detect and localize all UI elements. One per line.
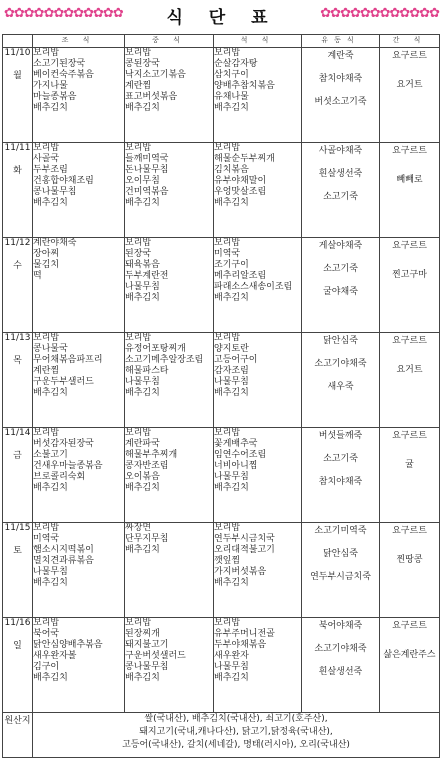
menu-item: 나물무침: [125, 282, 160, 292]
menu-item: 보리밥: [125, 428, 152, 438]
menu-item: 조기구이: [214, 260, 249, 270]
day-date: 11/13: [4, 333, 31, 343]
column-header-row: [3, 35, 440, 48]
menu-item: 가지버섯볶음: [214, 567, 267, 577]
day-row: [3, 618, 440, 713]
menu-item: 나물무침: [214, 662, 249, 672]
menu-item: 메추리알조림: [214, 271, 267, 281]
menu-item: 배추김치: [214, 198, 249, 208]
menu-item: 건새우마늘종볶음: [33, 461, 103, 471]
snack-item: 요구르트: [392, 621, 427, 631]
menu-item: 들깨미역국: [125, 154, 169, 164]
day-date: 11/11: [4, 143, 31, 153]
menu-item: 멸치견과류볶음: [33, 556, 94, 566]
snack-item: 요구르트: [392, 241, 427, 251]
menu-item: 구운두부샐러드: [33, 377, 94, 387]
menu-item: 임연수어조림: [214, 450, 267, 460]
liquid-diet-item: 소고기죽: [323, 264, 358, 274]
menu-item: 오이무침: [125, 176, 160, 186]
menu-item: 돼육볶음: [125, 260, 160, 270]
menu-item: 유정어포탕찌개: [125, 344, 186, 354]
menu-item: 보리밥: [125, 238, 152, 248]
day-weekday: 목: [13, 356, 22, 366]
menu-item: 배추김치: [33, 483, 68, 493]
menu-item: 김구이: [33, 662, 60, 672]
menu-item: 짜장면: [125, 523, 152, 533]
menu-item: 배추김치: [125, 673, 160, 683]
menu-item: 해물파스타: [125, 366, 169, 376]
menu-item: 브로콜리숙회: [33, 472, 86, 482]
column-header-lunch: 중 식: [125, 35, 214, 48]
liquid-diet-item: 닭안심죽: [323, 336, 358, 346]
menu-item: 유부주머니전골: [214, 629, 275, 639]
menu-item: 버섯감자된장국: [33, 439, 94, 449]
menu-item: 소불고기: [33, 450, 68, 460]
snack-item: 요구르트: [392, 146, 427, 156]
liquid-diet-cell: [302, 523, 380, 618]
menu-item: 배추김치: [33, 388, 68, 398]
day-date: 11/16: [4, 618, 31, 628]
menu-item: 유채나물: [214, 92, 249, 102]
day-row: [3, 428, 440, 523]
snack-item: 요구르트: [392, 336, 427, 346]
menu-item: 보리밥: [33, 48, 60, 58]
day-weekday: 수: [13, 261, 22, 271]
liquid-diet-cell: [302, 428, 380, 523]
menu-item: 떡: [33, 271, 42, 281]
menu-item: 양지토란: [214, 344, 249, 354]
snack-item: 요거트: [396, 80, 423, 90]
day-date: 11/12: [4, 238, 31, 248]
menu-item: 나물무침: [125, 377, 160, 387]
menu-item: 보리밥: [33, 143, 60, 153]
menu-item: 콩나물무침: [33, 187, 77, 197]
menu-item: 베이컨숙주볶음: [33, 70, 94, 80]
menu-item: 계란찜: [33, 366, 60, 376]
menu-item: 배추김치: [214, 103, 249, 113]
liquid-diet-item: 소고기야채죽: [314, 644, 367, 654]
menu-item: 닭안심양배추볶음: [33, 640, 103, 650]
menu-item: 콩나물무침: [125, 662, 169, 672]
menu-item: 파래소스새송이조림: [214, 282, 293, 292]
liquid-diet-item: 새우죽: [327, 382, 354, 392]
menu-item: 구운버섯샐러드: [125, 651, 186, 661]
menu-item: 두부계란전: [125, 271, 169, 281]
liquid-diet-item: 소고기죽: [323, 192, 358, 202]
liquid-diet-cell: [302, 238, 380, 333]
menu-item: 배추김치: [214, 673, 249, 683]
menu-item: 순살감자탕: [214, 59, 258, 69]
day-weekday: 금: [13, 451, 22, 461]
dinner-cell: [214, 238, 302, 333]
menu-item: 보리밥: [33, 333, 60, 343]
column-header-dinner: 석 식: [214, 35, 302, 48]
lunch-cell: [125, 333, 214, 428]
menu-item: 물김치: [33, 260, 60, 270]
liquid-diet-item: 계란죽: [327, 51, 354, 61]
menu-item: 북어국: [33, 629, 60, 639]
dinner-cell: [214, 143, 302, 238]
liquid-diet-item: 연두부시금치죽: [310, 572, 371, 582]
snack-item: 요거트: [396, 365, 423, 375]
menu-item: 배추김치: [125, 483, 160, 493]
date-cell: [3, 428, 33, 523]
day-row: [3, 48, 440, 143]
dinner-cell: [214, 48, 302, 143]
menu-item: 너비아니찜: [214, 461, 258, 471]
menu-item: 단무지무침: [125, 534, 169, 544]
menu-item: 소고기된장국: [33, 59, 86, 69]
liquid-diet-item: 참치야채죽: [318, 477, 363, 487]
breakfast-cell: [33, 143, 125, 238]
menu-item: 햄소시지떡볶이: [33, 545, 94, 555]
snack-item: 찐고구마: [392, 270, 427, 280]
snack-item: 빼빼로: [396, 175, 423, 185]
menu-item: 유부야채말이: [214, 176, 267, 186]
lunch-cell: [125, 618, 214, 713]
date-cell: [3, 143, 33, 238]
menu-item: 두부조림: [33, 165, 68, 175]
origin-info: [33, 713, 440, 758]
day-row: [3, 523, 440, 618]
date-column-header: [3, 35, 33, 48]
dinner-cell: [214, 618, 302, 713]
menu-item: 꽃게배추국: [214, 439, 258, 449]
origin-line: 고등어(국내산), 갈치(세네갈), 명태(러시아), 오리(국내산): [122, 740, 350, 750]
origin-line: 쌀(국내산), 배추김치(국내산), 쇠고기(호주산),: [144, 714, 328, 724]
date-cell: [3, 618, 33, 713]
liquid-diet-item: 소고기미역죽: [314, 526, 367, 536]
lunch-cell: [125, 428, 214, 523]
liquid-diet-item: 흰살생선죽: [318, 169, 363, 179]
liquid-diet-cell: [302, 143, 380, 238]
menu-item: 보리밥: [125, 143, 152, 153]
menu-header: [0, 0, 443, 34]
snack-cell: [380, 238, 440, 333]
weekly-menu-table: [2, 34, 440, 758]
snack-item: 요구르트: [392, 431, 427, 441]
menu-item: 건미역볶음: [125, 187, 169, 197]
day-row: [3, 333, 440, 428]
menu-item: 두부야채볶음: [214, 640, 267, 650]
menu-item: 배추김치: [33, 578, 68, 588]
day-date: 11/10: [4, 48, 31, 58]
breakfast-cell: [33, 333, 125, 428]
menu-item: 배추김치: [214, 388, 249, 398]
menu-item: 나물무침: [214, 377, 249, 387]
menu-item: 김치볶음: [214, 165, 249, 175]
menu-item: 보리밥: [214, 333, 241, 343]
menu-item: 보리밥: [125, 48, 152, 58]
origin-line: 돼지고기(국내,캐나다산), 닭고기,닭정육(국내산),: [139, 727, 333, 737]
menu-item: 배추김치: [125, 388, 160, 398]
menu-item: 콩자반조림: [125, 461, 169, 471]
menu-item: 우엉맛살조림: [214, 187, 267, 197]
menu-item: 무어채볶음파프리: [33, 355, 103, 365]
snack-cell: [380, 48, 440, 143]
liquid-diet-item: 닭안심죽: [323, 549, 358, 559]
day-weekday: 일: [13, 641, 22, 651]
menu-item: 배추김치: [125, 103, 160, 113]
lunch-cell: [125, 238, 214, 333]
menu-item: 배추김치: [214, 293, 249, 303]
snack-cell: [380, 143, 440, 238]
menu-title: 식 단 표: [166, 8, 278, 28]
menu-item: 소고기메추알장조림: [125, 355, 204, 365]
menu-item: 보리밥: [125, 333, 152, 343]
menu-item: 콩된장국: [125, 59, 160, 69]
menu-item: 마늘종볶음: [33, 92, 77, 102]
menu-item: 나물무침: [214, 472, 249, 482]
menu-item: 새우완자: [214, 651, 249, 661]
liquid-diet-item: 참치야채죽: [318, 74, 363, 84]
menu-item: 배추김치: [33, 198, 68, 208]
menu-item: 해물순두부찌개: [214, 154, 275, 164]
origin-row: [3, 713, 440, 758]
menu-item: 오리대젹불고기: [214, 545, 275, 555]
menu-item: 가지나물: [33, 81, 68, 91]
dinner-cell: [214, 333, 302, 428]
breakfast-cell: [33, 428, 125, 523]
menu-item: 된장찌개: [125, 629, 160, 639]
date-cell: [3, 238, 33, 333]
menu-item: 양배추참치볶음: [214, 81, 275, 91]
liquid-diet-item: 버섯소고기죽: [314, 97, 367, 107]
snack-cell: [380, 618, 440, 713]
snack-item: 삶은계란주스: [383, 650, 436, 660]
menu-item: 감자조림: [214, 366, 249, 376]
liquid-diet-item: 소고기죽: [323, 454, 358, 464]
snack-cell: [380, 428, 440, 523]
menu-item: 낙지소고기볶음: [125, 70, 186, 80]
day-weekday: 화: [13, 166, 22, 176]
menu-item: 새우완자볼: [33, 651, 77, 661]
menu-item: 배추김치: [33, 103, 68, 113]
menu-item: 보리밥: [33, 523, 60, 533]
breakfast-cell: [33, 618, 125, 713]
liquid-diet-item: 굴야채죽: [323, 287, 358, 297]
menu-item: 돈나물무침: [125, 165, 169, 175]
breakfast-cell: [33, 48, 125, 143]
column-header-breakfast: 조 식: [33, 35, 125, 48]
menu-item: 된장국: [125, 249, 152, 259]
menu-item: 고등어구이: [214, 355, 258, 365]
menu-item: 계란찜: [125, 81, 152, 91]
menu-item: 배추김치: [214, 578, 249, 588]
liquid-diet-item: 소고기야채죽: [314, 359, 367, 369]
menu-item: 배추김치: [125, 545, 160, 555]
snack-item: 요구르트: [392, 526, 427, 536]
menu-item: 보리밥: [214, 238, 241, 248]
menu-item: 해물부추찌개: [125, 450, 178, 460]
day-row: [3, 238, 440, 333]
day-date: 11/15: [4, 523, 31, 533]
menu-item: 나물무침: [33, 567, 68, 577]
menu-item: 미역국: [33, 534, 60, 544]
breakfast-cell: [33, 238, 125, 333]
menu-item: 보리밥: [125, 618, 152, 628]
day-weekday: 토: [13, 546, 22, 556]
liquid-diet-cell: [302, 618, 380, 713]
liquid-diet-cell: [302, 333, 380, 428]
snack-item: 요구르트: [392, 51, 427, 61]
menu-item: 보리밥: [214, 143, 241, 153]
column-header-liquid: 유동식: [302, 35, 380, 48]
menu-item: 표고버섯볶음: [125, 92, 178, 102]
snack-item: 찐땅콩: [396, 555, 423, 565]
lunch-cell: [125, 523, 214, 618]
menu-item: 미역국: [214, 249, 241, 259]
dinner-cell: [214, 428, 302, 523]
menu-item: 배추김치: [214, 483, 249, 493]
origin-label: 원산지: [3, 713, 33, 758]
menu-item: 보리밥: [33, 428, 60, 438]
menu-item: 계란야채죽: [33, 238, 77, 248]
day-weekday: 월: [13, 71, 22, 81]
menu-item: 사골국: [33, 154, 60, 164]
snack-cell: [380, 333, 440, 428]
menu-item: 연두부시금치국: [214, 534, 275, 544]
menu-item: 보리밥: [214, 48, 241, 58]
lunch-cell: [125, 48, 214, 143]
menu-item: 돼지불고기: [125, 640, 169, 650]
date-cell: [3, 333, 33, 428]
liquid-diet-item: 버섯들깨죽: [318, 431, 363, 441]
menu-item: 배추김치: [33, 673, 68, 683]
date-cell: [3, 523, 33, 618]
menu-item: 건홍합야채조림: [33, 176, 94, 186]
menu-item: 오이볶음: [125, 472, 160, 482]
dinner-cell: [214, 523, 302, 618]
column-header-snack: 간 식: [380, 35, 440, 48]
day-date: 11/14: [4, 428, 31, 438]
liquid-diet-item: 북어야채죽: [318, 621, 363, 631]
liquid-diet-item: 게살야채죽: [318, 241, 363, 251]
breakfast-cell: [33, 523, 125, 618]
menu-item: 보리밥: [33, 618, 60, 628]
liquid-diet-item: 흰살생선죽: [318, 667, 363, 677]
date-cell: [3, 48, 33, 143]
menu-item: 보리밥: [214, 523, 241, 533]
menu-item: 깻잎찜: [214, 556, 241, 566]
menu-item: 배추김치: [125, 198, 160, 208]
menu-item: 보리밥: [214, 428, 241, 438]
lunch-cell: [125, 143, 214, 238]
flower-decoration-right: ✿✿✿✿✿✿✿✿✿✿✿✿: [320, 6, 439, 21]
menu-item: 삼치구이: [214, 70, 249, 80]
liquid-diet-item: 사골야채죽: [318, 146, 363, 156]
day-row: [3, 143, 440, 238]
flower-decoration-left: ✿✿✿✿✿✿✿✿✿✿✿✿: [4, 6, 123, 21]
liquid-diet-cell: [302, 48, 380, 143]
menu-item: 계란파국: [125, 439, 160, 449]
menu-item: 콩나물국: [33, 344, 68, 354]
menu-item: 배추김치: [125, 293, 160, 303]
snack-item: 귤: [405, 460, 414, 470]
menu-item: 보리밥: [214, 618, 241, 628]
menu-item: 장아찌: [33, 249, 60, 259]
snack-cell: [380, 523, 440, 618]
